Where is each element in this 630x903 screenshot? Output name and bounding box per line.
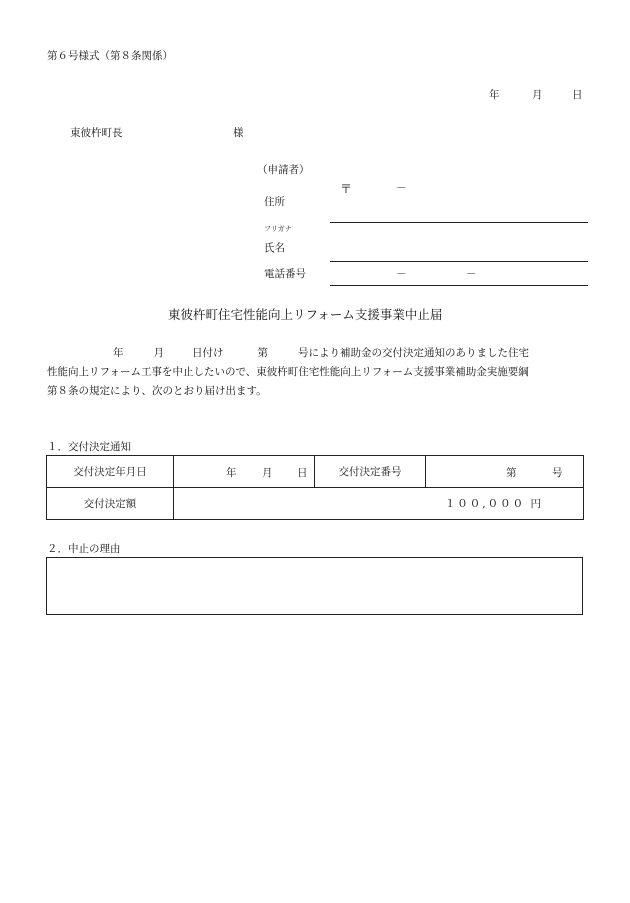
decision-number-label: 交付決定番号 [315,456,426,488]
body-dai: 第 [257,347,268,359]
decision-amount-label: 交付決定額 [47,488,174,520]
name-line [330,261,588,262]
body-line-2: 性能向上リフォーム工事を中止したいので、東彼杵町住宅性能向上リフォーム支援事業補助金実施要綱 [47,366,529,378]
body-go-text: 号により補助金の交付決定通知のありました住宅 [298,347,529,359]
document-title: 東彼杵町住宅性能向上リフォーム支援事業中止届 [168,307,443,322]
phone-dash-1: － [396,268,407,280]
furigana-label: フリガナ [264,225,292,233]
decision-date-label: 交付決定年月日 [47,456,174,488]
phone-dash-2: － [466,268,477,280]
decision-table [46,455,584,520]
decision-amount-value: １００,０００ 円 [174,488,584,520]
reason-input-box[interactable] [46,557,583,615]
decision-date-month: 月 [262,467,273,479]
applicant-heading: （申請者） [257,164,310,176]
postal-mark: 〒 [340,182,353,196]
address-line [330,222,588,223]
date-year: 年 [489,89,500,101]
date-month: 月 [532,89,543,101]
addressee-name: 東彼杵町長 [70,127,123,139]
name-label: 氏名 [264,242,285,254]
phone-label: 電話番号 [264,268,306,280]
decision-table-row-1 [47,456,584,488]
decision-number-dai: 第 [506,467,517,479]
body-line-1 [47,345,529,360]
decision-number-go: 号 [552,467,563,479]
phone-line [330,285,588,286]
body-dated: 日付け [192,347,224,359]
form-number: 第６号様式（第８条関係） [47,50,173,62]
date-day: 日 [572,89,583,101]
section1-heading: １．交付決定通知 [47,441,131,453]
postal-dash: － [396,182,407,194]
decision-date-cell [174,456,315,488]
decision-date-day: 日 [297,467,308,479]
decision-table-row-2 [47,488,584,520]
address-label: 住所 [264,196,285,208]
decision-date-year: 年 [226,467,237,479]
body-month: 月 [153,347,164,359]
addressee-honorific: 様 [233,127,244,139]
body-year: 年 [113,347,124,359]
decision-number-cell [426,456,584,488]
body-line-3: 第８条の規定により、次のとおり届け出ます。 [47,385,267,397]
section2-heading: ２．中止の理由 [47,543,121,555]
